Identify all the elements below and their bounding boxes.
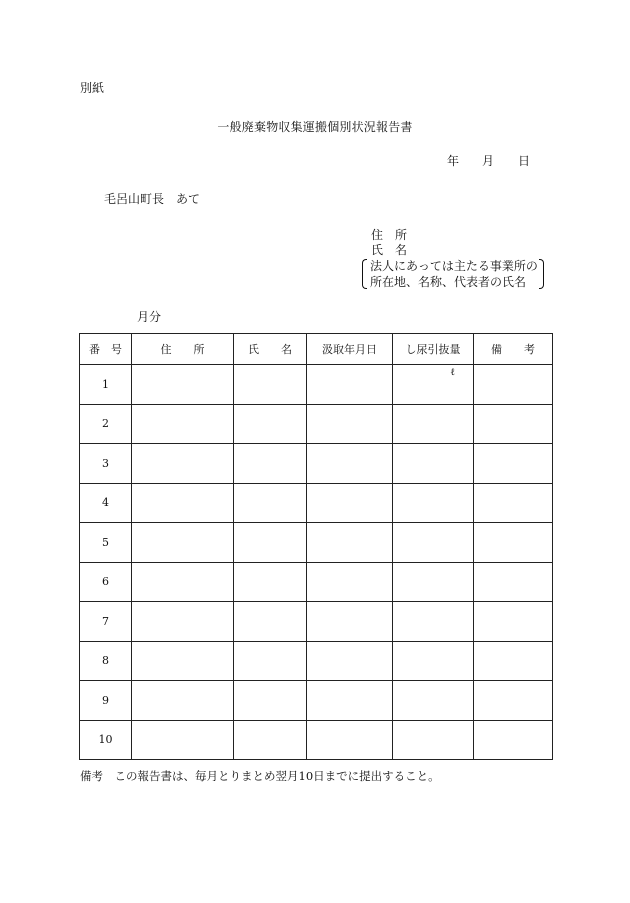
- volume-cell[interactable]: [393, 641, 474, 681]
- table-header-row: [80, 334, 553, 365]
- attachment-label: 別紙: [80, 81, 105, 95]
- table-row: [80, 641, 553, 681]
- row-number: 4: [80, 483, 132, 523]
- volume-cell[interactable]: [393, 720, 474, 760]
- collection-date-cell[interactable]: [307, 483, 393, 523]
- collection-date-cell[interactable]: [307, 562, 393, 602]
- table-row: [80, 562, 553, 602]
- collection-date-cell[interactable]: [307, 720, 393, 760]
- name-cell[interactable]: [234, 562, 307, 602]
- remarks-cell[interactable]: [474, 562, 553, 602]
- month-label: 月分: [137, 310, 162, 324]
- date-day-label: 日: [518, 154, 531, 168]
- table-row: [80, 483, 553, 523]
- table-row: [80, 365, 553, 405]
- header-number: 番 号: [80, 334, 132, 365]
- address-cell[interactable]: [132, 444, 234, 484]
- remarks-cell[interactable]: [474, 641, 553, 681]
- footer-note: 備考 この報告書は、毎月とりまとめ翌月10日までに提出すること。: [80, 769, 440, 783]
- row-number: 8: [80, 641, 132, 681]
- document-title: 一般廃棄物収集運搬個別状況報告書: [217, 120, 413, 134]
- row-number: 10: [80, 720, 132, 760]
- bracket-left: [362, 259, 367, 289]
- address-cell[interactable]: [132, 365, 234, 405]
- sender-note: [362, 259, 544, 289]
- name-cell[interactable]: [234, 483, 307, 523]
- row-number: 9: [80, 681, 132, 721]
- sender-note-line1: 法人にあっては主たる事業所の: [370, 259, 538, 273]
- table-row: [80, 404, 553, 444]
- collection-date-cell[interactable]: [307, 641, 393, 681]
- report-table: [79, 333, 553, 760]
- volume-cell[interactable]: [393, 562, 474, 602]
- table-row: [80, 602, 553, 642]
- remarks-cell[interactable]: [474, 720, 553, 760]
- table-row: [80, 444, 553, 484]
- collection-date-cell[interactable]: [307, 681, 393, 721]
- address-cell[interactable]: [132, 562, 234, 602]
- remarks-cell[interactable]: [474, 681, 553, 721]
- remarks-cell[interactable]: [474, 404, 553, 444]
- table-row: [80, 720, 553, 760]
- row-number: 2: [80, 404, 132, 444]
- addressee: 毛呂山町長 あて: [104, 192, 201, 206]
- name-cell[interactable]: [234, 641, 307, 681]
- collection-date-cell[interactable]: [307, 602, 393, 642]
- volume-cell[interactable]: [393, 523, 474, 563]
- address-cell[interactable]: [132, 641, 234, 681]
- bracket-right: [539, 259, 544, 289]
- collection-date-cell[interactable]: [307, 444, 393, 484]
- row-number: 5: [80, 523, 132, 563]
- date-month-label: 月: [482, 154, 495, 168]
- address-cell[interactable]: [132, 681, 234, 721]
- row-number: 6: [80, 562, 132, 602]
- header-name: 氏 名: [234, 334, 307, 365]
- volume-cell[interactable]: [393, 444, 474, 484]
- collection-date-cell[interactable]: [307, 365, 393, 405]
- address-cell[interactable]: [132, 720, 234, 760]
- name-cell[interactable]: [234, 365, 307, 405]
- name-cell[interactable]: [234, 523, 307, 563]
- table-row: [80, 681, 553, 721]
- header-remarks: 備 考: [474, 334, 553, 365]
- remarks-cell[interactable]: [474, 523, 553, 563]
- sender-address-label: 住 所: [371, 228, 408, 242]
- sender-note-line2: 所在地、名称、代表者の氏名: [370, 275, 527, 289]
- remarks-cell[interactable]: [474, 602, 553, 642]
- remarks-cell[interactable]: [474, 483, 553, 523]
- volume-cell[interactable]: [393, 365, 474, 405]
- name-cell[interactable]: [234, 602, 307, 642]
- volume-cell[interactable]: [393, 404, 474, 444]
- date-year-label: 年: [447, 154, 460, 168]
- collection-date-cell[interactable]: [307, 523, 393, 563]
- volume-cell[interactable]: [393, 681, 474, 721]
- name-cell[interactable]: [234, 404, 307, 444]
- name-cell[interactable]: [234, 681, 307, 721]
- remarks-cell[interactable]: [474, 365, 553, 405]
- address-cell[interactable]: [132, 523, 234, 563]
- name-cell[interactable]: [234, 720, 307, 760]
- name-cell[interactable]: [234, 444, 307, 484]
- address-cell[interactable]: [132, 602, 234, 642]
- header-volume: し尿引抜量: [393, 334, 474, 365]
- address-cell[interactable]: [132, 404, 234, 444]
- table-row: [80, 523, 553, 563]
- row-number: 1: [80, 365, 132, 405]
- header-address: 住 所: [132, 334, 234, 365]
- remarks-cell[interactable]: [474, 444, 553, 484]
- row-number: 3: [80, 444, 132, 484]
- row-number: 7: [80, 602, 132, 642]
- sender-name-label: 氏 名: [371, 243, 408, 257]
- address-cell[interactable]: [132, 483, 234, 523]
- volume-cell[interactable]: [393, 602, 474, 642]
- header-collection-date: 汲取年月日: [307, 334, 393, 365]
- collection-date-cell[interactable]: [307, 404, 393, 444]
- volume-cell[interactable]: [393, 483, 474, 523]
- unit-label: ℓ: [450, 367, 455, 378]
